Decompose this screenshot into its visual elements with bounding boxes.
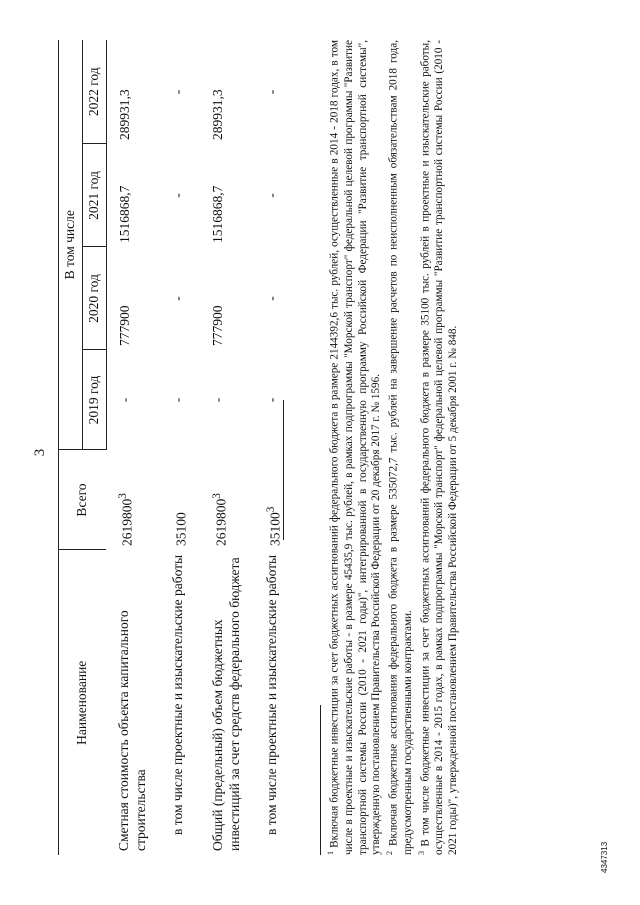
row-total-value: 2619800 bbox=[119, 498, 135, 546]
row-name: Общий (предельный) объем бюджетных инвестиций за счет средств федерального бюджета bbox=[210, 557, 243, 851]
row-value-2020: 777900 bbox=[116, 305, 132, 346]
header-name: Наименование bbox=[59, 550, 107, 855]
row-value-2021: 1516868,7 bbox=[116, 185, 132, 243]
row-total bbox=[200, 450, 254, 550]
footnote-text: Включая бюджетные инвестиции за счет бюджетных ассигнований федерального бюджета в размере 2144392,6 тыс. рублей, осуществленные в 2014 - 2018 годах, в том числе в проектные и изыскательские работы - в размере 45435,9 тыс. рублей, в рамках подпрограммы "Морской транспорт" федеральной целевой программы "Развитие транспортной системы России (2010 - 2021 годы)", интегрированной в государственную программу Российской Федерации "Развитие транспортной системы", утвержденную постановлением Правительства Российской Федерации от 20 декабря 2017 г. № 1596. bbox=[328, 39, 383, 855]
row-total-value: 2619800 bbox=[213, 498, 229, 546]
footnote-mark: 2 bbox=[385, 851, 395, 855]
footnote-text: В том числе бюджетные инвестиции за счет бюджетных ассигнований федерального бюджета в размере 35100 тыс. рублей в проектные и изыскательские работы, осуществленные в 2014 - 2015 годах, в рамках подпрограммы "Морской транспорт" федеральной целевой программы "Развитие транспортной системы России (2010 - 2021 годы)", утвержденной постановлением Правительства Российской Федерации от 5 декабря 2001 г. № 848. bbox=[419, 40, 460, 855]
row-value-2019: - bbox=[264, 397, 280, 403]
header-in-total: В том числе bbox=[59, 40, 83, 450]
row-value-2022: 289931,3 bbox=[116, 89, 132, 140]
row-total bbox=[254, 450, 294, 550]
row-value-2022: 289931,3 bbox=[210, 89, 226, 140]
row-value-2021: - bbox=[264, 193, 280, 198]
table-row bbox=[254, 40, 294, 855]
row-name: в том числе проектные и изыскательские работы bbox=[264, 554, 280, 835]
row-value-2020: 777900 bbox=[210, 305, 226, 346]
row-value-2022: - bbox=[264, 89, 280, 95]
header-year-2021: 2021 год bbox=[82, 144, 106, 247]
row-name: в том числе проектные и изыскательские работы bbox=[170, 554, 185, 835]
row-total-footnote-mark: 3 bbox=[117, 493, 130, 499]
row-value-2021: - bbox=[170, 193, 185, 198]
row-value-2022: - bbox=[170, 89, 185, 95]
footnote-text: Включая бюджетные ассигнования федерального бюджета в размере 535072,7 тыс. рублей на завершение расчетов по неисполненным обязательствам 2018 года, предусмотренным государственными контрактами. bbox=[388, 40, 414, 855]
table-row bbox=[106, 40, 160, 855]
header-year-2019: 2019 год bbox=[82, 350, 106, 450]
row-value-2019: - bbox=[170, 397, 185, 403]
footnote-mark: 1 bbox=[326, 851, 335, 855]
row-total bbox=[106, 450, 160, 550]
row-value-2019: - bbox=[116, 397, 132, 403]
row-total bbox=[160, 450, 200, 550]
row-value-2019: - bbox=[210, 397, 226, 403]
row-total-value: 35100 bbox=[267, 512, 283, 546]
footnote-separator bbox=[320, 705, 321, 855]
row-value-2021: 1516868,7 bbox=[210, 185, 226, 243]
separator-line bbox=[283, 400, 284, 540]
row-value-2020: - bbox=[170, 296, 185, 301]
header-year-2020: 2020 год bbox=[82, 247, 106, 350]
header-total: Всего bbox=[59, 450, 107, 550]
table-row bbox=[200, 40, 254, 855]
footnote-mark: 3 bbox=[416, 851, 426, 855]
table-header-row bbox=[59, 40, 83, 855]
footnotes bbox=[326, 40, 462, 855]
footnote-2 bbox=[385, 40, 416, 855]
budget-table bbox=[58, 40, 295, 855]
row-total-value: 35100 bbox=[173, 512, 189, 546]
row-total-footnote-mark: 3 bbox=[265, 506, 278, 513]
page-number: 3 bbox=[32, 448, 48, 457]
footnote-1 bbox=[326, 40, 384, 855]
row-name: Сметная стоимость объекта капитального строительства bbox=[116, 610, 149, 851]
header-year-2022: 2022 год bbox=[82, 40, 106, 144]
footnote-3 bbox=[417, 40, 461, 855]
row-value-2020: - bbox=[264, 296, 280, 301]
table-row bbox=[160, 40, 200, 855]
document-code: 4347313 bbox=[600, 841, 609, 873]
row-total-footnote-mark: 3 bbox=[211, 493, 224, 499]
